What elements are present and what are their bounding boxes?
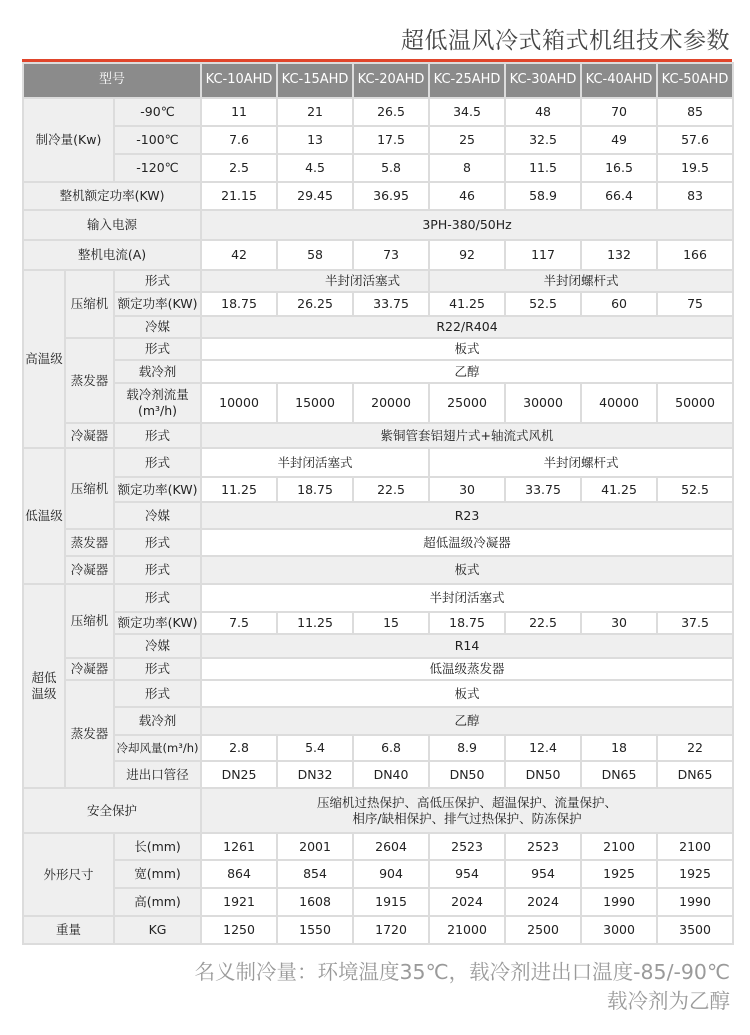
table-row <box>23 126 733 154</box>
cell-value: 954 <box>429 860 505 888</box>
cell-value: 半封闭螺杆式 <box>429 448 733 477</box>
model-name: KC-30AHD <box>505 63 581 98</box>
cell-value: 1990 <box>581 888 657 916</box>
cell-value: 超低温级冷凝器 <box>201 529 733 556</box>
cell-value: 19.5 <box>657 154 733 182</box>
temp-label: -100℃ <box>114 126 201 154</box>
cell-value: 26.25 <box>277 292 353 316</box>
cell-value: DN25 <box>201 761 277 788</box>
cell-value: 22.5 <box>353 477 429 502</box>
cell-value: 2500 <box>505 916 581 944</box>
cell-value: 66.4 <box>581 182 657 210</box>
cell-value: 33.75 <box>505 477 581 502</box>
cell-value: 18 <box>581 735 657 761</box>
row-label: 冷媒 <box>114 502 201 529</box>
cell-value: 30 <box>429 477 505 502</box>
component-label: 压缩机 <box>65 270 114 338</box>
cell-value: DN50 <box>505 761 581 788</box>
cell-value: 25 <box>429 126 505 154</box>
cell-value: 半封闭活塞式 <box>201 270 429 292</box>
table-row <box>23 658 733 680</box>
cell-value: 5.4 <box>277 735 353 761</box>
row-label: 载冷剂 <box>114 360 201 383</box>
cell-value: 11.25 <box>201 477 277 502</box>
row-label: 整机额定功率(KW) <box>23 182 201 210</box>
model-name: KC-50AHD <box>657 63 733 98</box>
cell-value: 30 <box>581 612 657 634</box>
row-label: 额定功率(KW) <box>114 477 201 502</box>
cell-value: DN65 <box>657 761 733 788</box>
cell-value: 49 <box>581 126 657 154</box>
row-label: 进出口管径 <box>114 761 201 788</box>
table-row <box>23 888 733 916</box>
table-row <box>23 316 733 338</box>
cell-value: 2523 <box>429 833 505 860</box>
table-row <box>23 448 733 477</box>
cell-value: 864 <box>201 860 277 888</box>
row-label: 整机电流(A) <box>23 240 201 270</box>
cell-value: DN32 <box>277 761 353 788</box>
cell-value: 20000 <box>353 383 429 423</box>
table-row <box>23 735 733 761</box>
row-label: 输入电源 <box>23 210 201 240</box>
cell-value: 1550 <box>277 916 353 944</box>
flow-label: 载冷剂流量 <box>126 387 189 403</box>
cell-value: 1990 <box>657 888 733 916</box>
table-row <box>23 210 733 240</box>
row-label: 冷媒 <box>114 634 201 658</box>
model-name: KC-10AHD <box>201 63 277 98</box>
header-row <box>23 63 733 98</box>
cell-value: 22.5 <box>505 612 581 634</box>
cell-value: R14 <box>201 634 733 658</box>
cell-value: 58 <box>277 240 353 270</box>
table-row <box>23 584 733 612</box>
cell-value: 26.5 <box>353 98 429 126</box>
cell-value: 854 <box>277 860 353 888</box>
row-label <box>114 383 201 423</box>
cell-value: 132 <box>581 240 657 270</box>
component-label: 蒸发器 <box>65 529 114 556</box>
cell-value: 2604 <box>353 833 429 860</box>
row-label: 形式 <box>114 680 201 707</box>
stage-label: 低温级 <box>23 448 65 584</box>
cell-value: 32.5 <box>505 126 581 154</box>
table-row <box>23 338 733 360</box>
model-name: KC-25AHD <box>429 63 505 98</box>
cell-value: 57.6 <box>657 126 733 154</box>
row-label: 额定功率(KW) <box>114 292 201 316</box>
cell-value: 60 <box>581 292 657 316</box>
cell-value: 16.5 <box>581 154 657 182</box>
cell-value: 17.5 <box>353 126 429 154</box>
table-row <box>23 556 733 584</box>
cell-value: 7.5 <box>201 612 277 634</box>
cell-value: 2100 <box>657 833 733 860</box>
cell-value: DN50 <box>429 761 505 788</box>
cell-value: 40000 <box>581 383 657 423</box>
cell-value: 117 <box>505 240 581 270</box>
cell-value: 2001 <box>277 833 353 860</box>
cell-value: 25000 <box>429 383 505 423</box>
table-row <box>23 529 733 556</box>
unit-label: KG <box>114 916 201 944</box>
stage-label: 高温级 <box>23 270 65 448</box>
cell-value: 954 <box>505 860 581 888</box>
row-label: 形式 <box>114 658 201 680</box>
cell-value: 15000 <box>277 383 353 423</box>
cell-value: 29.45 <box>277 182 353 210</box>
cell-value: 6.8 <box>353 735 429 761</box>
row-label: 额定功率(KW) <box>114 612 201 634</box>
temp-label: -90℃ <box>114 98 201 126</box>
cell-value: 3500 <box>657 916 733 944</box>
cell-value: 板式 <box>201 338 733 360</box>
cell-value: 半封闭活塞式 <box>201 584 733 612</box>
cell-value: 紫铜管套铝翅片式+轴流式风机 <box>201 423 733 448</box>
cell-value: 10000 <box>201 383 277 423</box>
cell-value: 18.75 <box>277 477 353 502</box>
component-label: 压缩机 <box>65 584 114 658</box>
cell-value: 41.25 <box>581 477 657 502</box>
cell-value: 2.8 <box>201 735 277 761</box>
cell-value: DN65 <box>581 761 657 788</box>
cell-value: 83 <box>657 182 733 210</box>
table-row <box>23 612 733 634</box>
table-row <box>23 154 733 182</box>
cell-value: 11.25 <box>277 612 353 634</box>
table-row <box>23 240 733 270</box>
table-row <box>23 423 733 448</box>
table-row <box>23 360 733 383</box>
cell-value: 半封闭活塞式 <box>201 448 429 477</box>
model-name: KC-15AHD <box>277 63 353 98</box>
table-row <box>23 270 733 292</box>
cell-value: 低温级蒸发器 <box>201 658 733 680</box>
cell-value: 22 <box>657 735 733 761</box>
page-title: 超低温风冷式箱式机组技术参数 <box>401 28 730 54</box>
cell-value: 1261 <box>201 833 277 860</box>
model-name: KC-40AHD <box>581 63 657 98</box>
component-label: 冷凝器 <box>65 423 114 448</box>
cell-value: 58.9 <box>505 182 581 210</box>
table-row <box>23 833 733 860</box>
cell-value: 50000 <box>657 383 733 423</box>
cell-value: 乙醇 <box>201 707 733 735</box>
model-name: KC-20AHD <box>353 63 429 98</box>
cell-value: 37.5 <box>657 612 733 634</box>
stage-label: 超低温级 <box>23 584 65 788</box>
row-label: 形式 <box>114 556 201 584</box>
cell-value: 1925 <box>657 860 733 888</box>
cell-value: 33.75 <box>353 292 429 316</box>
cell-value: 1608 <box>277 888 353 916</box>
cell-value: 52.5 <box>505 292 581 316</box>
cell-value: 21.15 <box>201 182 277 210</box>
cell-value: 半封闭螺杆式 <box>429 270 733 292</box>
row-label: 形式 <box>114 338 201 360</box>
cell-value: 2.5 <box>201 154 277 182</box>
row-label: 冷媒 <box>114 316 201 338</box>
cell-value: 2100 <box>581 833 657 860</box>
row-label: 外形尺寸 <box>23 833 114 916</box>
flow-unit: (m³/h) <box>137 403 178 418</box>
cell-value: 92 <box>429 240 505 270</box>
cell-value: R23 <box>201 502 733 529</box>
cell-value: 8.9 <box>429 735 505 761</box>
cell-value: 34.5 <box>429 98 505 126</box>
table-row <box>23 292 733 316</box>
table-row <box>23 98 733 126</box>
cell-value: 1925 <box>581 860 657 888</box>
table-row <box>23 680 733 707</box>
temp-label: -120℃ <box>114 154 201 182</box>
cell-value: 2024 <box>505 888 581 916</box>
cell-value: R22/R404 <box>201 316 733 338</box>
cell-value: 75 <box>657 292 733 316</box>
cell-value: 41.25 <box>429 292 505 316</box>
row-label: 形式 <box>114 448 201 477</box>
row-label: 形式 <box>114 270 201 292</box>
row-label: 形式 <box>114 423 201 448</box>
cell-value: 21000 <box>429 916 505 944</box>
component-label: 压缩机 <box>65 448 114 529</box>
cell-value: 18.75 <box>201 292 277 316</box>
table-row <box>23 860 733 888</box>
cell-value: 5.8 <box>353 154 429 182</box>
cell-value: 166 <box>657 240 733 270</box>
footnote-line-2: 载冷剂为乙醇 <box>607 989 730 1013</box>
cell-value: 1720 <box>353 916 429 944</box>
table-row <box>23 788 733 833</box>
spec-table <box>22 62 734 945</box>
cell-value: 904 <box>353 860 429 888</box>
cell-value: 73 <box>353 240 429 270</box>
cell-value: 板式 <box>201 556 733 584</box>
table-row <box>23 182 733 210</box>
row-label: 高(mm) <box>114 888 201 916</box>
cell-value: 42 <box>201 240 277 270</box>
cell-value: 15 <box>353 612 429 634</box>
footnote-line-1: 名义制冷量：环境温度35℃，载冷剂进出口温度-85/-90℃ <box>194 960 730 984</box>
cell-value: 板式 <box>201 680 733 707</box>
cell-value: 48 <box>505 98 581 126</box>
cell-value: DN40 <box>353 761 429 788</box>
cell-value: 11.5 <box>505 154 581 182</box>
cell-value: 3000 <box>581 916 657 944</box>
cell-value: 18.75 <box>429 612 505 634</box>
row-label: 重量 <box>23 916 114 944</box>
table-row <box>23 502 733 529</box>
footnote <box>194 958 730 1016</box>
component-label: 蒸发器 <box>65 338 114 423</box>
row-label: 形式 <box>114 529 201 556</box>
cell-value: 2024 <box>429 888 505 916</box>
cell-value: 2523 <box>505 833 581 860</box>
cell-value: 46 <box>429 182 505 210</box>
cell-value: 12.4 <box>505 735 581 761</box>
row-label: 安全保护 <box>23 788 201 833</box>
cell-value: 7.6 <box>201 126 277 154</box>
table-row <box>23 477 733 502</box>
cell-value: 3PH-380/50Hz <box>201 210 733 240</box>
table-row <box>23 707 733 735</box>
table-row <box>23 634 733 658</box>
cell-value: 36.95 <box>353 182 429 210</box>
component-label: 蒸发器 <box>65 680 114 788</box>
row-label: 冷却风量(m³/h) <box>114 735 201 761</box>
cell-value: 11 <box>201 98 277 126</box>
cell-value: 21 <box>277 98 353 126</box>
safety-line-2: 相序/缺相保护、排气过热保护、防冻保护 <box>352 810 582 826</box>
component-label: 冷凝器 <box>65 658 114 680</box>
cell-value: 8 <box>429 154 505 182</box>
row-label: 长(mm) <box>114 833 201 860</box>
row-label: 形式 <box>114 584 201 612</box>
row-label: 载冷剂 <box>114 707 201 735</box>
cell-value: 4.5 <box>277 154 353 182</box>
cell-value: 85 <box>657 98 733 126</box>
model-label: 型号 <box>23 63 201 98</box>
cell-value: 1250 <box>201 916 277 944</box>
row-label: 宽(mm) <box>114 860 201 888</box>
cell-value: 1921 <box>201 888 277 916</box>
cell-value <box>201 788 733 833</box>
cell-value: 70 <box>581 98 657 126</box>
safety-line-1: 压缩机过热保护、高低压保护、超温保护、流量保护、 <box>317 794 618 810</box>
cell-value: 30000 <box>505 383 581 423</box>
cell-value: 乙醇 <box>201 360 733 383</box>
table-row <box>23 761 733 788</box>
cooling-label: 制冷量(Kw) <box>23 98 114 182</box>
table-row <box>23 916 733 944</box>
cell-value: 52.5 <box>657 477 733 502</box>
cell-value: 1915 <box>353 888 429 916</box>
table-row <box>23 383 733 423</box>
cell-value: 13 <box>277 126 353 154</box>
component-label: 冷凝器 <box>65 556 114 584</box>
